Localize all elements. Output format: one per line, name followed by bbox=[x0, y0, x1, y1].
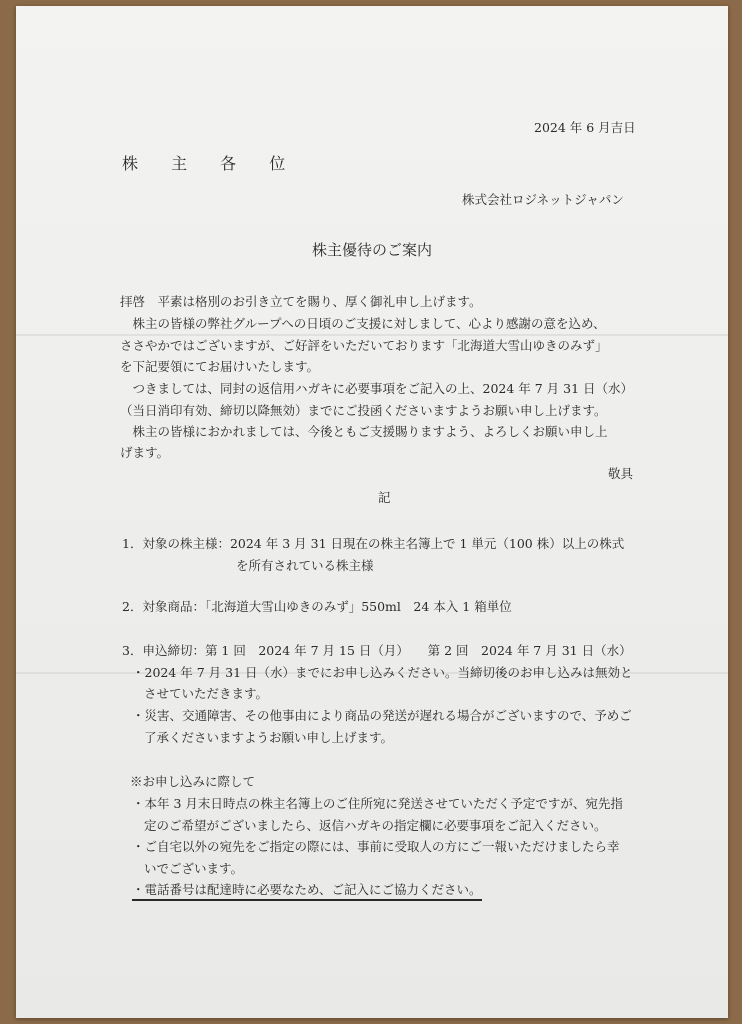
item-3-bullet: ・災害、交通障害、その他事由により商品の発送が遅れる場合がございますので、予めご bbox=[132, 708, 632, 723]
closing: 敬具 bbox=[608, 466, 634, 481]
sender: 株式会社ロジネットジャパン bbox=[462, 192, 624, 207]
note-item-cont: 定のご希望がございましたら、返信ハガキの指定欄に必要事項をご記入ください。 bbox=[144, 818, 607, 833]
item-3-bullet-cont: 了承くださいますようお願い申し上げます。 bbox=[144, 730, 394, 745]
letter-date: 2024 年 6 月吉日 bbox=[534, 120, 636, 135]
letter-paper bbox=[16, 6, 728, 1018]
note-item: ・ご自宅以外の宛先をご指定の際には、事前に受取人の方にご一報いただけましたら幸 bbox=[132, 839, 620, 854]
item-1-cont: を所有されている株主様 bbox=[236, 558, 374, 573]
note-item: ・本年 3 月末日時点の株主名簿上のご住所宛に発送させていただく予定ですが、宛先指 bbox=[132, 796, 623, 811]
body-line: げます。 bbox=[120, 445, 170, 460]
item-3-bullet-cont: させていただきます。 bbox=[144, 686, 269, 701]
item-2: 2．対象商品：「北海道大雪山ゆきのみず」550ml 24 本入 1 箱単位 bbox=[122, 599, 512, 614]
body-line: を下記要領にてお届けいたします。 bbox=[120, 359, 320, 374]
body-line: つきましては、同封の返信用ハガキに必要事項をご記入の上、2024 年 7 月 31 日（水） bbox=[120, 381, 634, 396]
body-line: 株主の皆様におかれましては、今後ともご支援賜りますよう、よろしくお願い申し上 bbox=[120, 424, 608, 439]
item-1: 1．対象の株主様：2024 年 3 月 31 日現在の株主名簿上で 1 単元（100 株）以上の株式 bbox=[122, 536, 625, 551]
body-line: 拝啓 平素は格別のお引き立てを賜り、厚く御礼申し上げます。 bbox=[120, 294, 482, 309]
body-line: 株主の皆様の弊社グループへの日頃のご支援に対しまして、心より感謝の意を込め、 bbox=[120, 316, 606, 331]
paper-fold bbox=[16, 334, 728, 336]
body-line: ささやかではございますが、ご好評をいただいております「北海道大雪山ゆきのみず」 bbox=[120, 338, 608, 353]
notes-heading: ※お申し込みに際して bbox=[130, 774, 256, 789]
note-item-underlined: ・電話番号は配達時に必要なため、ご記入にご協力ください。 bbox=[132, 882, 482, 901]
item-3-bullet: ・2024 年 7 月 31 日（水）までにお申し込みください。当締切後のお申し込みは無効と bbox=[132, 665, 633, 680]
recipient: 株 主 各 位 bbox=[122, 154, 300, 173]
ki-heading: 記 bbox=[378, 490, 391, 505]
body-line: （当日消印有効、締切以降無効）までにご投函くださいますようお願い申し上げます。 bbox=[120, 403, 607, 418]
letter-title: 株主優待のご案内 bbox=[312, 241, 433, 259]
item-3: 3．申込締切：第 1 回 2024 年 7 月 15 日（月） 第 2 回 2024 年 7 月 31 日（水） bbox=[122, 643, 632, 658]
note-item-cont: いでございます。 bbox=[144, 861, 244, 876]
